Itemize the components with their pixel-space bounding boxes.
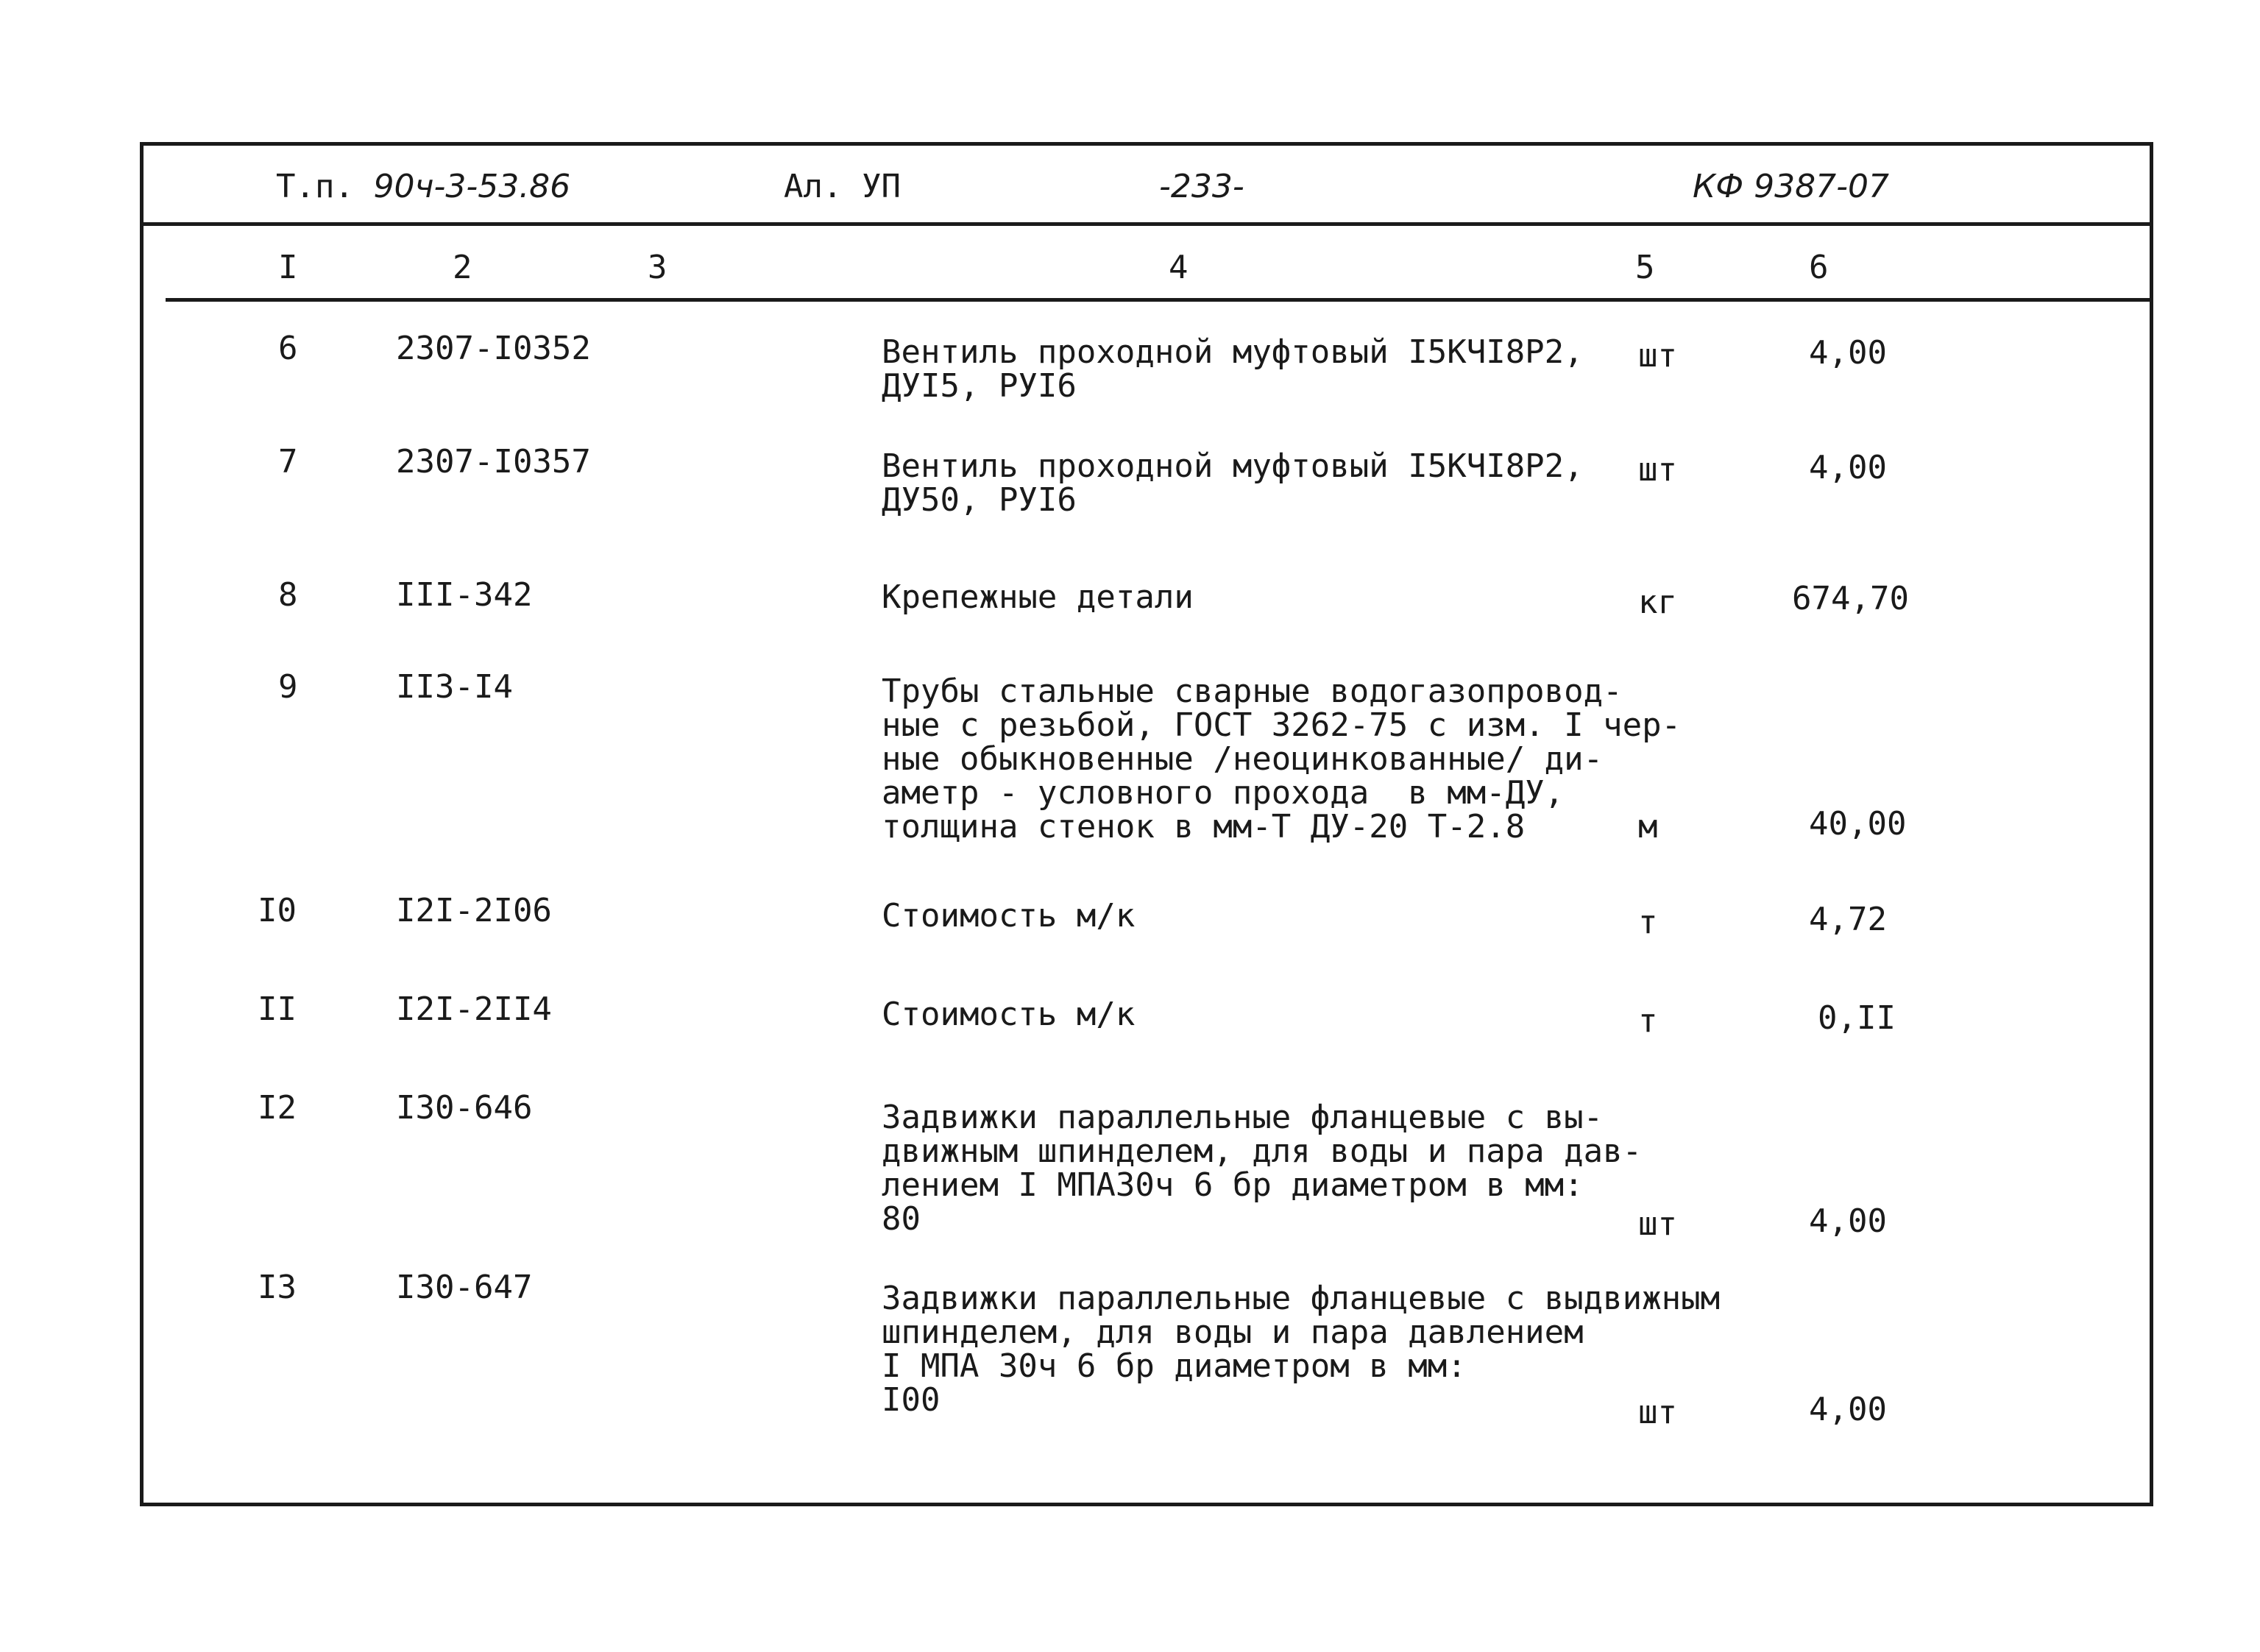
row-code: 2307-I0352 [396, 330, 591, 367]
row-code: I30-647 [396, 1269, 533, 1306]
row-quantity: 0,II [1818, 999, 1896, 1037]
row-quantity: 4,00 [1809, 334, 1887, 372]
row-code: I2I-2I06 [396, 892, 552, 929]
row-unit: т [1638, 904, 1658, 941]
column-number: 4 [1169, 249, 1189, 286]
row-quantity: 4,00 [1809, 449, 1887, 486]
row-unit: шт [1638, 1205, 1677, 1243]
header-document-code: КФ 9387-07 [1693, 168, 1889, 205]
column-number: 5 [1635, 249, 1655, 286]
header-tp-number: 90ч-3-53.86 [373, 168, 571, 205]
column-number: 2 [453, 249, 472, 286]
row-number: 8 [278, 576, 298, 614]
row-code: I30-646 [396, 1089, 533, 1127]
row-quantity: 674,70 [1792, 580, 1909, 617]
row-number: I2 [258, 1089, 297, 1127]
row-description: Крепежные детали [882, 578, 1194, 616]
row-quantity: 4,72 [1809, 901, 1887, 938]
header-tp-prefix: Т.п. [276, 168, 354, 205]
row-description: Стоимость м/к [882, 996, 1136, 1033]
row-description: Вентиль проходной муфтовый I5КЧI8Р2, ДУ50, РУI6 [882, 447, 1584, 519]
column-header-divider [166, 298, 2153, 302]
column-number: 6 [1809, 249, 1829, 286]
row-number: II [258, 990, 297, 1028]
row-unit: шт [1638, 1394, 1677, 1431]
row-description: Трубы стальные сварные водогазопровод- ные с резьбой, ГОСТ 3262-75 с изм. I чер- ные обыкновенные /неоцинкованные/ ди- аметр - условного прохода в мм-ДУ, толщина стенок в мм-Т ДУ-20 Т-2.8 [882, 673, 1682, 846]
row-number: I3 [258, 1269, 297, 1306]
column-number: 3 [648, 249, 667, 286]
row-number: I0 [258, 892, 297, 929]
row-unit: шт [1638, 337, 1677, 375]
row-quantity: 4,00 [1809, 1391, 1887, 1428]
header-divider [140, 222, 2153, 226]
row-unit: т [1638, 1002, 1658, 1040]
header-album: Ал. УП [784, 168, 901, 205]
row-description: Вентиль проходной муфтовый I5КЧI8Р2, ДУI5, РУI6 [882, 333, 1584, 405]
row-description: Стоимость м/к [882, 897, 1136, 935]
row-code: III-342 [396, 576, 533, 614]
row-code: 2307-I0357 [396, 443, 591, 481]
row-unit: кг [1638, 584, 1677, 621]
column-number: I [278, 249, 298, 286]
row-unit: м [1638, 808, 1658, 846]
row-code: I2I-2II4 [396, 990, 552, 1028]
row-number: 9 [278, 668, 298, 706]
row-number: 7 [278, 443, 298, 481]
row-description: Задвижки параллельные фланцевые с вы- движным шпинделем, для воды и пара дав- лением I МПА30ч 6 бр диаметром в мм: 80 [882, 1099, 1643, 1238]
header-tp [276, 168, 570, 206]
row-number: 6 [278, 330, 298, 367]
row-code: II3-I4 [396, 668, 513, 706]
row-description: Задвижки параллельные фланцевые с выдвижным шпинделем, для воды и пара давлением I МПА 30ч 6 бр диаметром в мм: I00 [882, 1280, 1721, 1419]
row-quantity: 4,00 [1809, 1202, 1887, 1240]
row-quantity: 40,00 [1809, 805, 1907, 843]
row-unit: шт [1638, 451, 1677, 489]
header-page-number: -233- [1159, 168, 1244, 205]
